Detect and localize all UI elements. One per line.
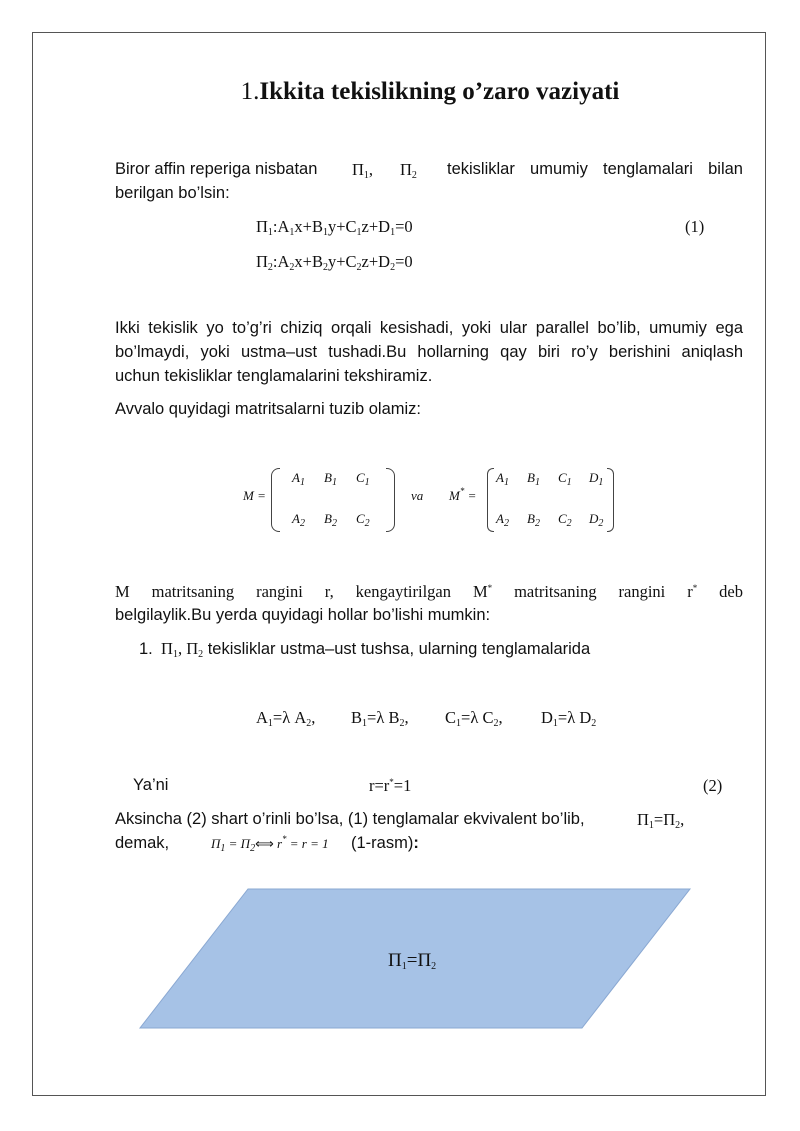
matrix-m-left-paren bbox=[271, 468, 280, 532]
para2-line2: bo’lmaydi, yoki ustma–ust tushadi.Bu hollarning qay biri ro’y berishini aniqlash bbox=[115, 343, 743, 361]
lambda-equation: $D_1=\lambda$ $D_2$ bbox=[541, 708, 597, 729]
matrix-m-label: M = bbox=[243, 488, 266, 503]
matrix-mstar-cell: $D_2$ bbox=[589, 511, 604, 529]
page-title bbox=[0, 78, 800, 106]
equation-number-2: (2) bbox=[703, 776, 723, 795]
matrix-mstar-cell: $B_2$ bbox=[527, 511, 540, 529]
pi2-symbol: $\Pi_2$ bbox=[400, 160, 417, 181]
equivalence-formula: $\Pi_1$ = $\Pi_2⟺$ r* = r = 1 bbox=[211, 834, 329, 854]
pi-equality: $\Pi_1=\Pi_2$, bbox=[637, 810, 685, 831]
para5-line1: Aksincha (2) shart o’rinli bo’lsa, (1) tenglamalar ekvivalent bo’lib, bbox=[115, 810, 585, 828]
matrix-mstar-cell: $C_1$ bbox=[558, 470, 572, 488]
matrix-mstar-left-paren bbox=[487, 468, 494, 532]
matrix-m-cell: $B_2$ bbox=[324, 511, 337, 529]
matrix-mstar-label: M* = bbox=[449, 486, 477, 503]
equation-number-1: (1) bbox=[685, 217, 705, 236]
matrix-m-cell: $B_1$ bbox=[324, 470, 337, 488]
matrix-m-cell: $A_2$ bbox=[292, 511, 305, 529]
lambda-equation: $B_1=\lambda$ $B_2$, bbox=[351, 708, 409, 729]
para4-line1: M matritsaning rangini r, kengaytirilgan M* matritsaning rangini r* deb bbox=[115, 582, 744, 601]
para1-text-a: Biror affin reperiga nisbatan bbox=[115, 160, 318, 178]
matrix-m-right-paren bbox=[386, 468, 395, 532]
lambda-equation: $A_1=\lambda$ $A_2$, bbox=[256, 708, 316, 729]
para3-text: Avvalo quyidagi matritsalarni tuzib olamiz: bbox=[115, 400, 421, 418]
title-text: Ikkita tekislikning o’zaro vaziyati bbox=[259, 78, 620, 105]
para1-text-b: tekisliklar umumiy tenglamalari bilan bbox=[447, 160, 743, 178]
lambda-equation: $C_1=\lambda$ $C_2$, bbox=[445, 708, 503, 729]
matrix-mstar-right-paren bbox=[607, 468, 614, 532]
para4-line2: belgilaylik.Bu yerda quyidagi hollar bo’lishi mumkin: bbox=[115, 606, 491, 624]
para2-line1: Ikki tekislik yo to’g’ri chiziq orqali kesishadi, yoki ular parallel bo’lib, umumiy ega bbox=[115, 319, 743, 337]
para1-line2: berilgan bo’lsin: bbox=[115, 184, 230, 202]
matrix-m-cell: $A_1$ bbox=[292, 470, 305, 488]
plane1-equation: $\Pi_1:A_1x+B_1y+C_1z+D_1=0$ bbox=[256, 217, 413, 238]
matrix-mstar-cell: $A_1$ bbox=[496, 470, 509, 488]
matrix-mstar-cell: $B_1$ bbox=[527, 470, 540, 488]
figure-label: $\Pi_1=\Pi_2$ bbox=[388, 950, 437, 972]
matrix-m-cell: $C_1$ bbox=[356, 470, 370, 488]
matrix-m-cell: $C_2$ bbox=[356, 511, 370, 529]
pi1-symbol: $\Pi_1$, bbox=[352, 160, 374, 181]
rank-equation: r=r*=1 bbox=[369, 776, 412, 795]
matrix-va-word: va bbox=[411, 488, 424, 503]
list-item-1: 1. $\Pi_1$, $\Pi_2$ tekisliklar ustma–ust tushsa, ularning tenglamalarida bbox=[139, 639, 591, 660]
matrix-mstar-cell: $D_1$ bbox=[589, 470, 604, 488]
para5-line2: demak, bbox=[115, 834, 170, 852]
matrix-mstar-cell: $A_2$ bbox=[496, 511, 509, 529]
yani-label: Ya’ni bbox=[133, 776, 169, 794]
title-number: 1. bbox=[240, 78, 260, 105]
para2-line3: uchun tekisliklar tenglamalarini tekshiramiz. bbox=[115, 367, 433, 385]
plane2-equation: $\Pi_2:A_2x+B_2y+C_2z+D_2=0$ bbox=[256, 252, 413, 273]
matrix-mstar-cell: $C_2$ bbox=[558, 511, 572, 529]
figure-reference: (1-rasm): bbox=[351, 834, 419, 852]
